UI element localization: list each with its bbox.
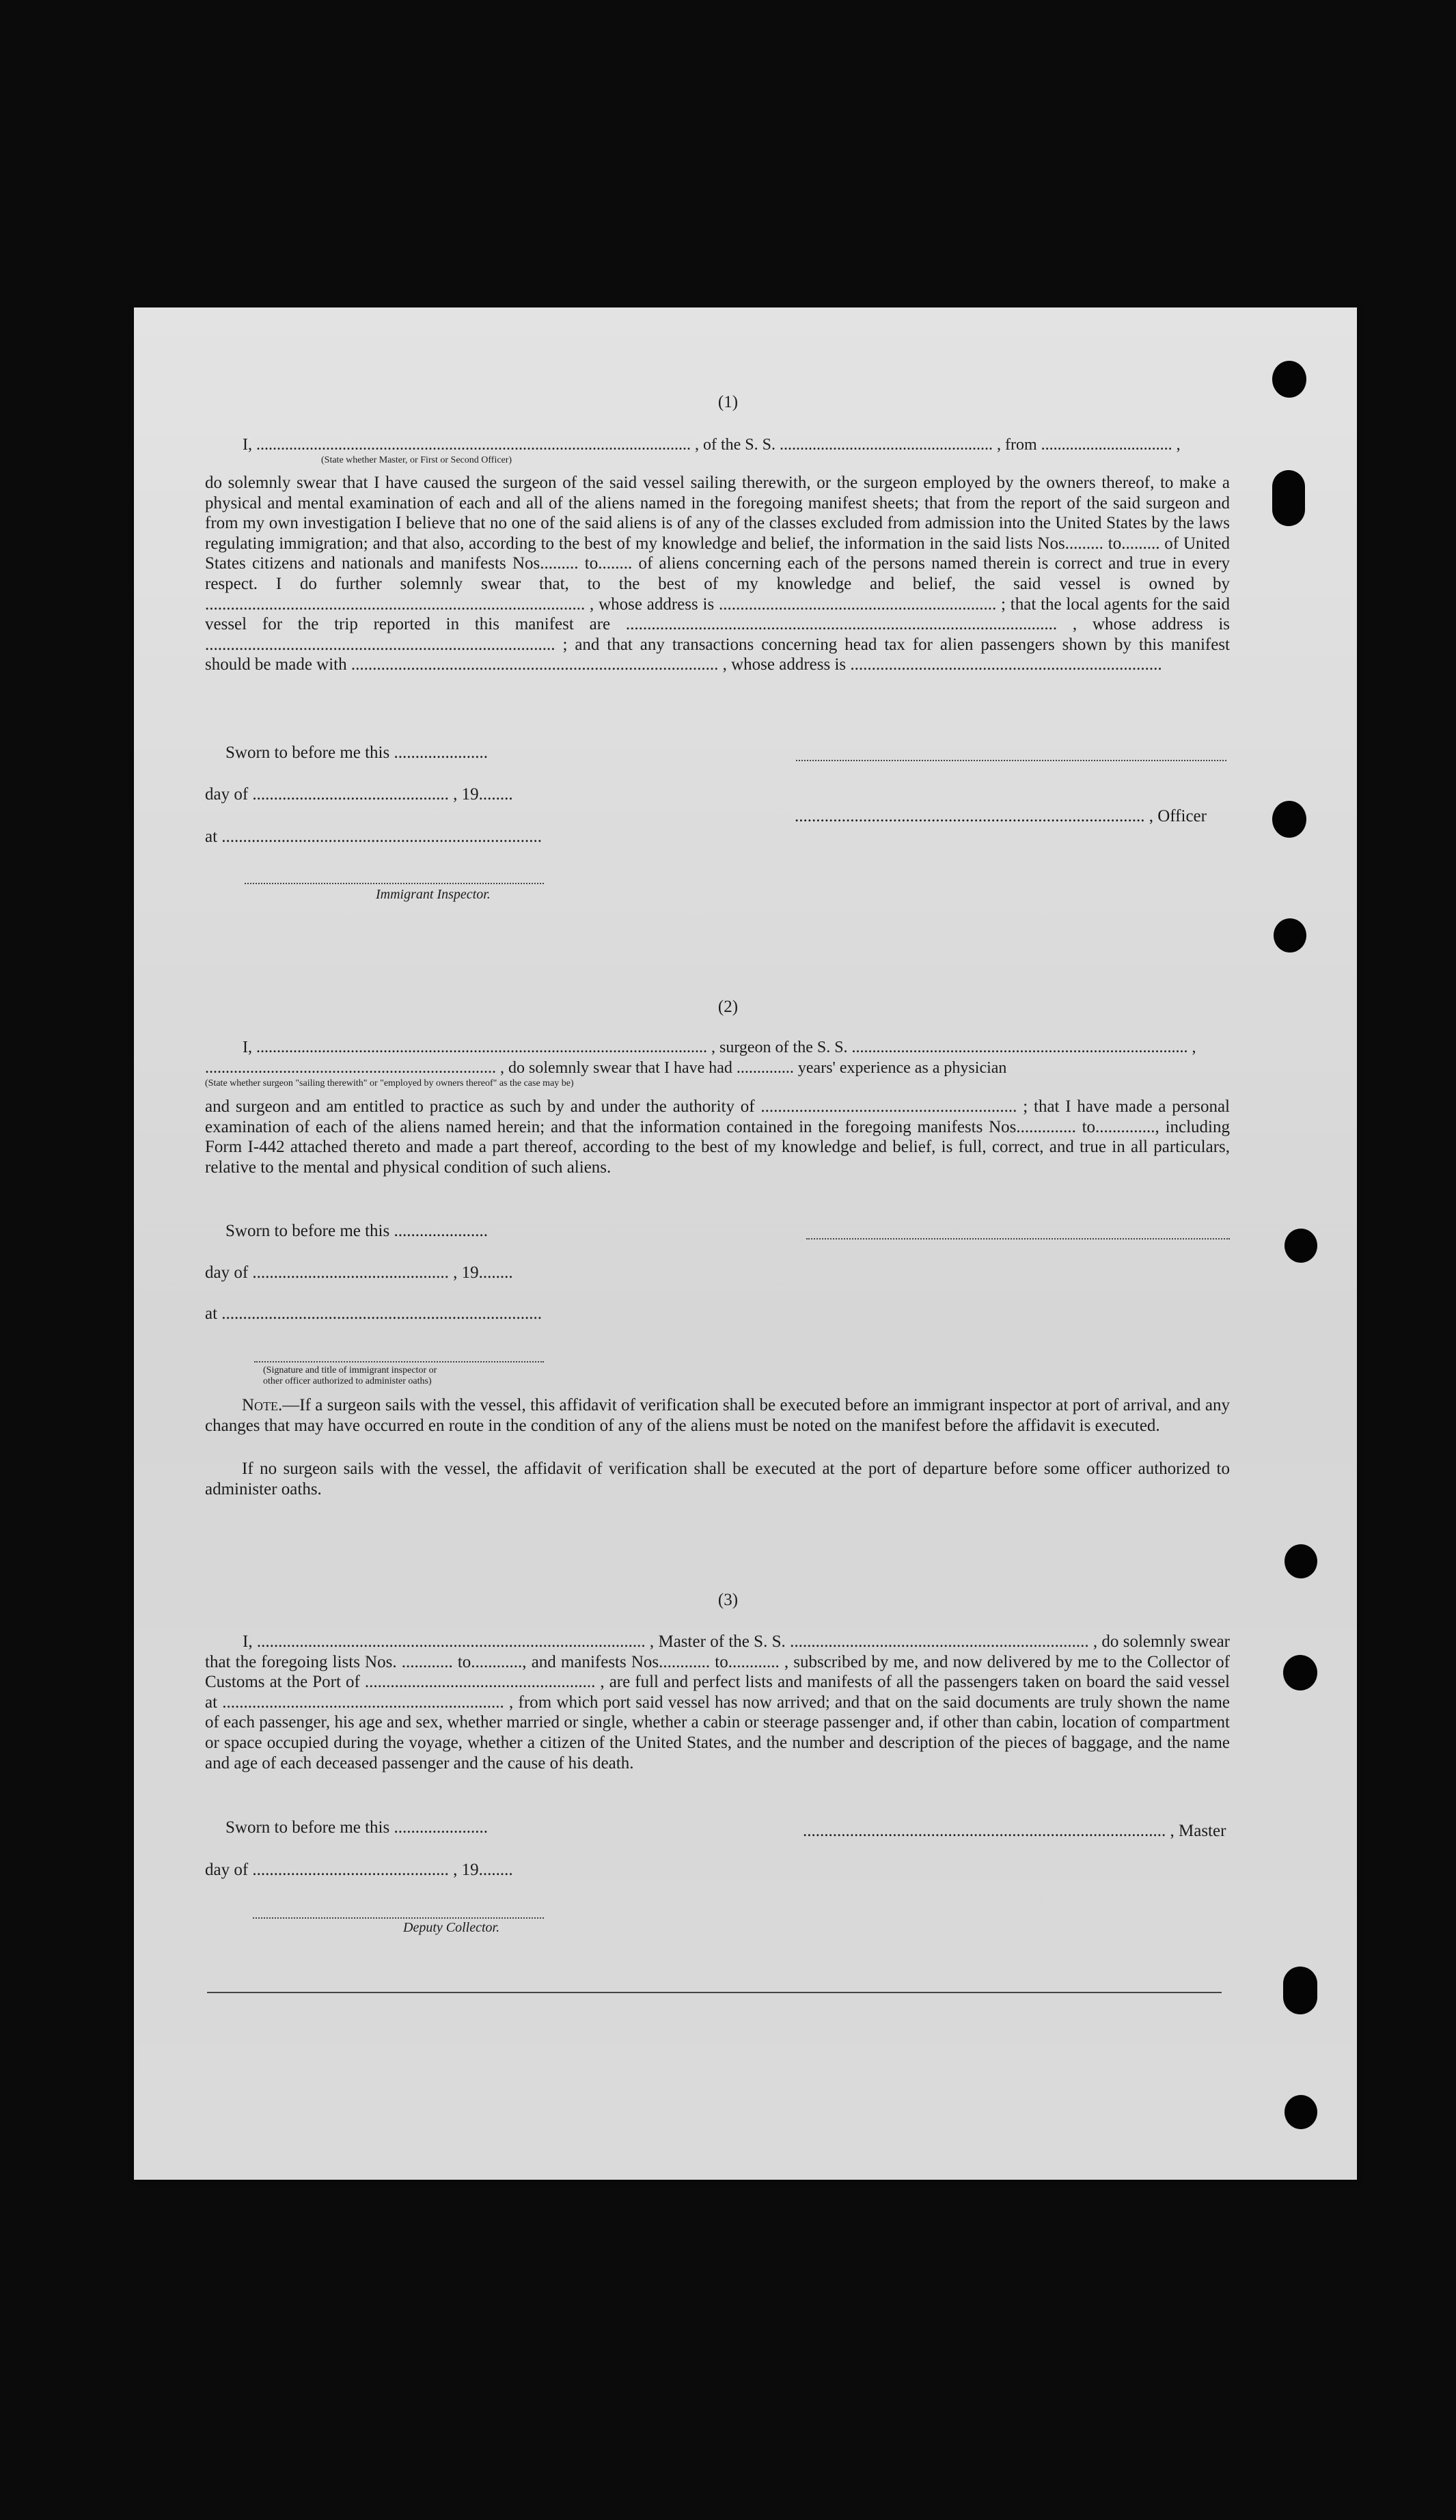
section-3-oath-text: I, ........................................................................................... , Master of the S. S. ...................................................................... , do solemnly swear that the foregoing lists Nos. ............ to............, and manifests Nos............ to............ , subscribed by me, and now delivered by me to the Collector of Customs at the Port of ...................................................... , are full and perfect lists and manifests of all the passengers taken on board the said vessel at .................................................................. , from which port said vessel has now arrived; and that on the said documents are truly shown the name of each passenger, his age and sex, whether married or single, whether a cabin or steerage passenger and, if other than cabin, location of compartment or space occupied during the voyage, whether a citizen of the United States, and the number and description of the pieces of baggage, and the name and age of each deceased passenger and the cause of his death. [205,1632,1230,1772]
section-2-day-line: day of .............................................. , 19........ [205,1263,513,1282]
section-2-note-second: If no surgeon sails with the vessel, the affidavit of verification shall be executed at the port of departure before some officer authorized to administer oaths. [205,1460,1230,1498]
section-1-inspector-caption: Immigrant Inspector. [376,887,491,902]
section-3-day-line: day of .............................................. , 19........ [205,1861,513,1879]
section-2-oath-text: and surgeon and am entitled to practice as such by and under the authority of ............................................................ ; that I have made a personal examination of each of the aliens named herein; and that the information contained in the foregoing manifests Nos.............. to.............., including Form I-442 attached thereto and made a part thereof, according to the best of my knowledge and belief, is full, correct, and true in all particulars, relative to the mental and physical condition of such aliens. [205,1097,1230,1177]
section-3-heading: (3) [717,1591,739,1609]
section-1-heading: (1) [717,393,739,411]
section-2-first-line: I, .............................................................................................................. , surgeon of the S. S. .................................................................................. , [243,1039,1196,1056]
punch-hole [1283,1655,1317,1690]
section-2-at-line: at ........................................................................... [205,1304,542,1323]
section-1-day-line: day of .............................................. , 19........ [205,785,513,804]
section-2-signature-line [806,1238,1230,1240]
section-1-first-line: I, .......................................................................................................... , of the S. S. .................................................... , from ................................ , [243,436,1181,454]
section-2-heading: (2) [717,998,739,1016]
section-2-note [205,1395,1230,1436]
punch-hole [1272,470,1305,526]
section-1-oath-text: do solemnly swear that I have caused the surgeon of the said vessel sailing therewith, or the surgeon employed by the owners thereof, to make a physical and mental examination of each and all of the aliens named in the foregoing manifest sheets; that from the report of the said surgeon and from my own investigation I believe that no one of the said aliens is of any of the classes excluded from admission into the United States by the laws regulating immigration; and that also, according to the best of my knowledge and belief, the information in the said lists Nos......... to......... of United States citizens and nationals and manifests Nos......... to........ of aliens concerning each of the persons named therein is correct and true in every respect. I do further solemnly swear that, to the best of my knowledge and belief, the said vessel is owned by ......................................................................................... , whose address is ................................................................. ; that the local agents for the said vessel for the trip reported in this manifest are ..................................................................................................... , whose address is .................................................................................. ; and that any transactions concerning head tax for alien passengers shown by this manifest should be made with ...................................................................................... , whose address is ......................................................................... [205,474,1230,674]
section-1-officer-line: .................................................................................. , Officer [795,807,1207,825]
punch-hole [1283,1967,1317,2014]
punch-hole [1274,918,1306,953]
section-1-sworn-line: Sworn to before me this ...................... [225,743,488,762]
punch-hole [1272,361,1306,398]
section-2-sworn-line: Sworn to before me this ...................... [225,1222,488,1240]
section-3-deputy-signature-line [253,1917,544,1919]
section-1-inspector-signature-line [245,883,544,884]
bottom-rule [207,1992,1222,1993]
punch-hole [1272,801,1306,838]
punch-hole [1285,2095,1317,2129]
section-3-deputy-caption: Deputy Collector. [403,1920,500,1935]
punch-hole [1285,1229,1317,1263]
section-3-sworn-line: Sworn to before me this ...................... [225,1818,488,1837]
section-3-master-line: ..................................................................................... , Master [803,1822,1226,1840]
section-2-surgeon-note: (State whether surgeon "sailing therewith" or "employed by owners thereof" as the case may be) [205,1078,574,1088]
note-text: —If a surgeon sails with the vessel, this affidavit of verification shall be executed before an immigrant inspector at port of arrival, and any changes that may have occurred en route in the condition of any of the aliens must be noted on the manifest before the affidavit is executed. [205,1396,1230,1435]
section-2-signature-note: (Signature and title of immigrant inspector or other officer authorized to administer oaths) [263,1365,437,1386]
section-1-role-note: (State whether Master, or First or Second Officer) [321,455,512,465]
section-1-officer-signature-line [796,760,1226,761]
punch-hole [1285,1544,1317,1578]
section-1-at-line: at ........................................................................... [205,827,542,846]
section-2-inspector-signature-line [254,1361,544,1362]
note-label: Note. [242,1396,283,1414]
section-2-second-line: ....................................................................... , do solemnly swear that I have had .............. years' experience as a physician [205,1059,1007,1077]
